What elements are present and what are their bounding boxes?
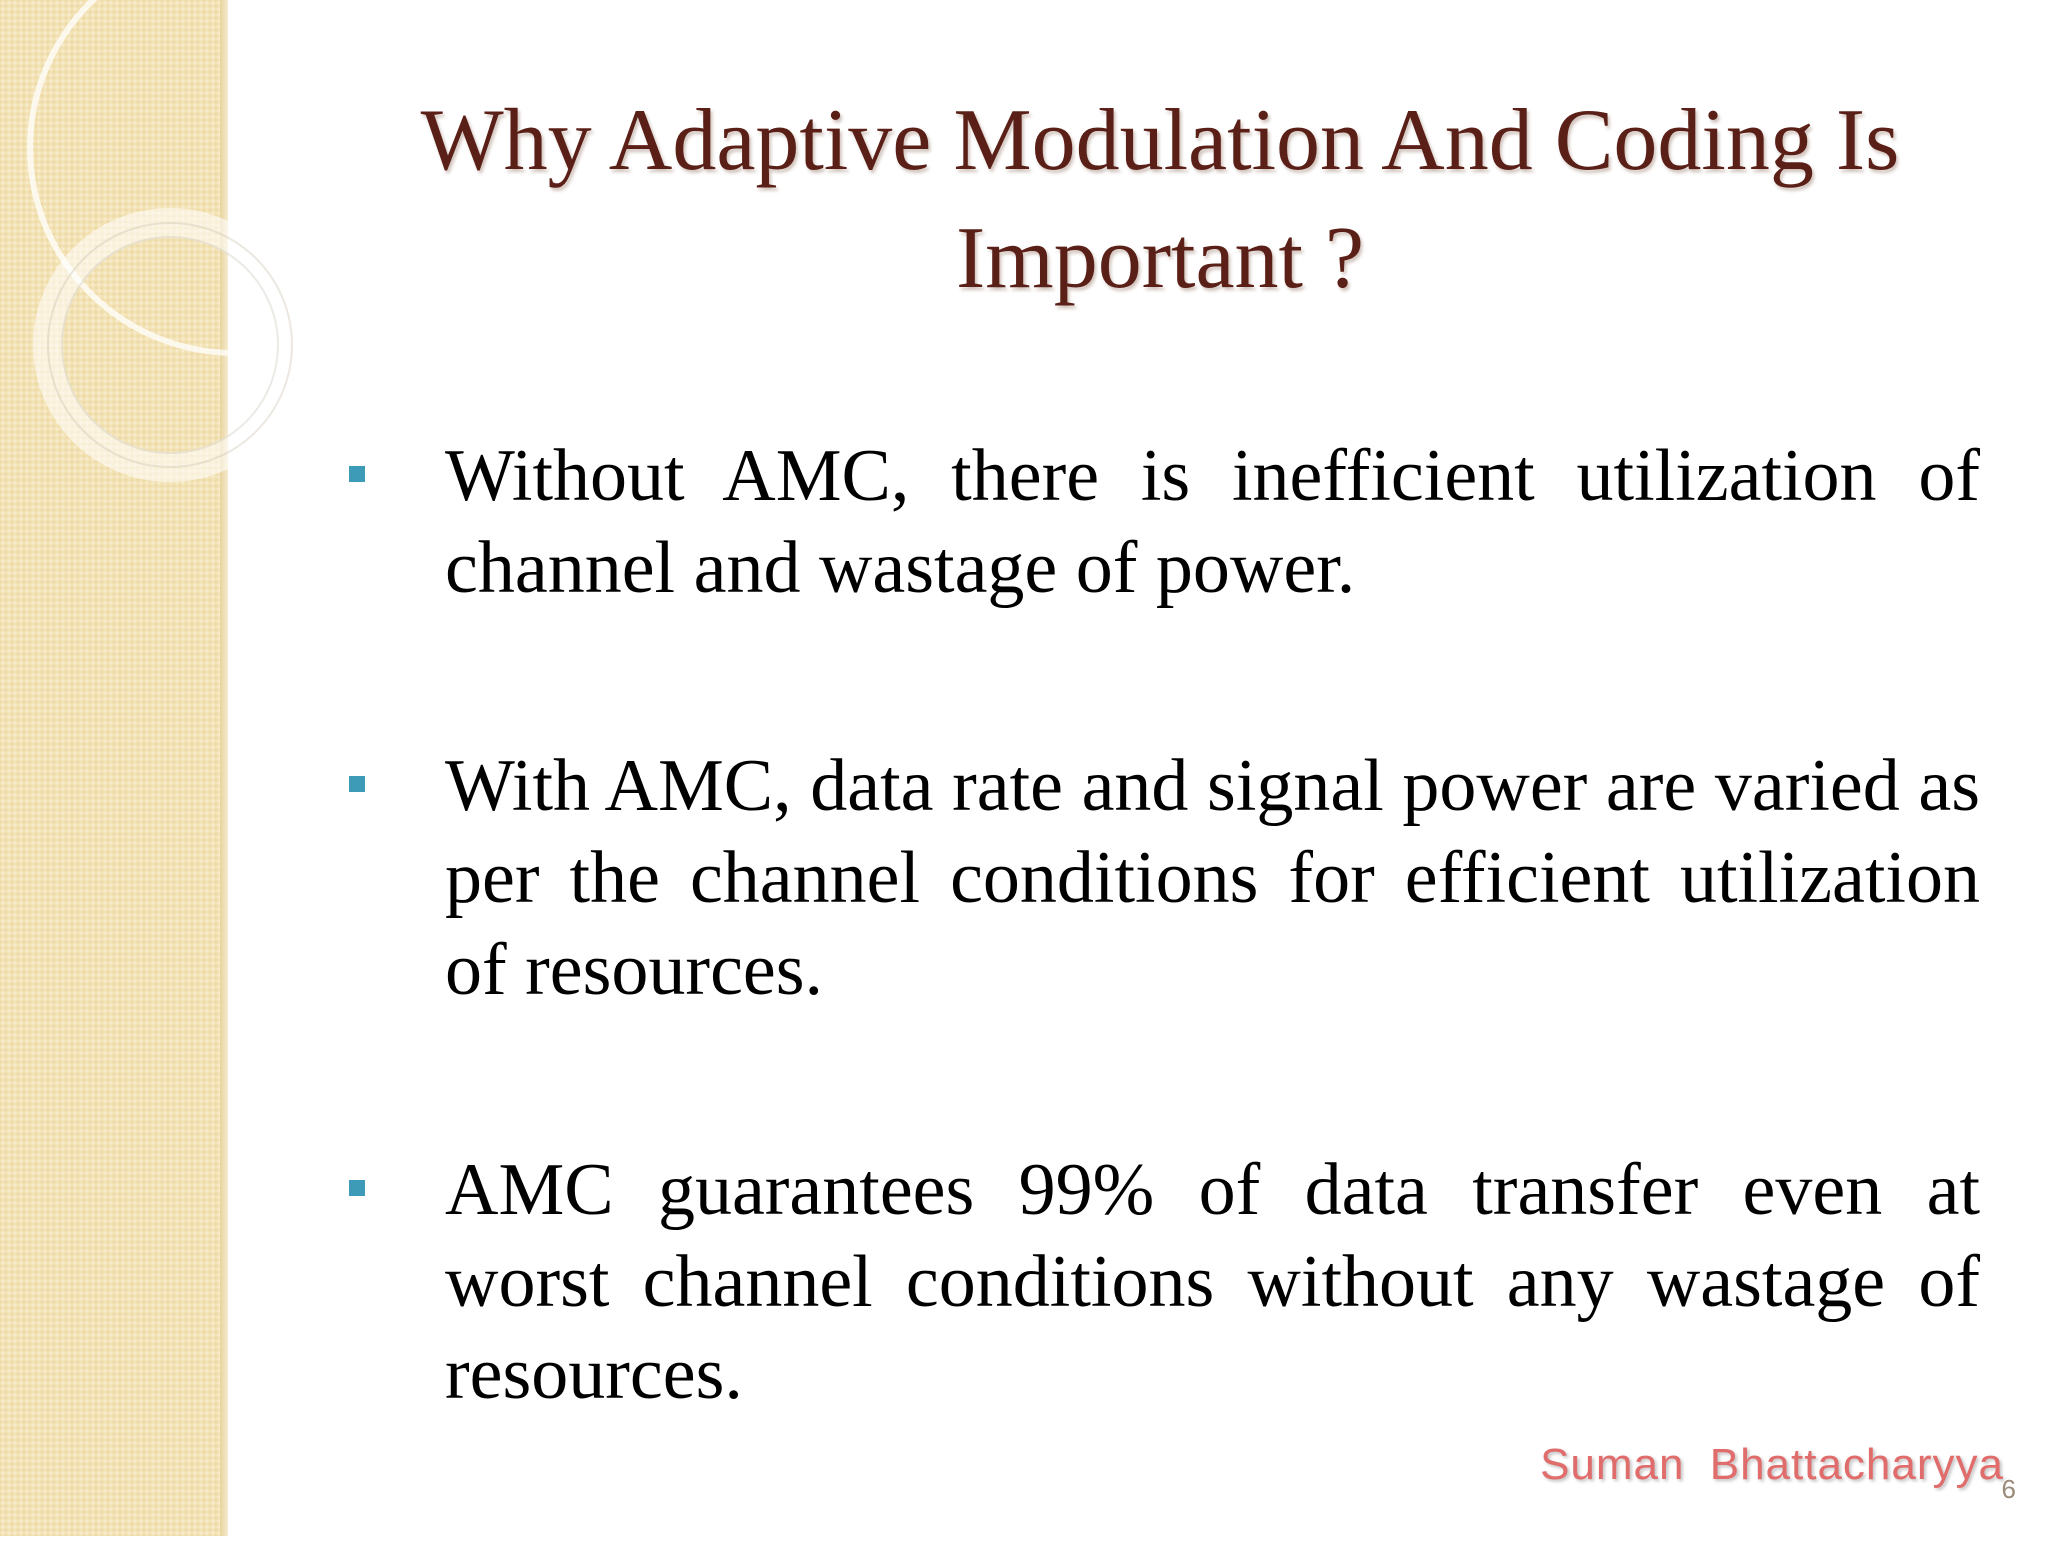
bullet-item <box>340 740 1980 1016</box>
page-number: 6 <box>2001 1474 2016 1504</box>
square-bullet-icon <box>349 776 365 792</box>
author-signature: Suman Bhattacharyya <box>1540 1440 2004 1489</box>
bullet-item <box>340 1144 1980 1420</box>
bullet-item <box>340 430 1980 614</box>
bullet-text: With AMC, data rate and signal power are varied as per the channel conditions for efficient utilization of resources. <box>445 745 1980 1011</box>
bullet-text: AMC guarantees 99% of data transfer even at worst channel conditions without any wastage of resources. <box>445 1149 1980 1415</box>
bullet-text: Without AMC, there is inefficient utilization of channel and wastage of power. <box>445 435 1980 609</box>
square-bullet-icon <box>349 466 365 482</box>
bullet-list <box>340 430 1980 1546</box>
square-bullet-icon <box>349 1180 365 1196</box>
slide-title: Why Adaptive Modulation And Coding Is Important ? <box>420 92 1900 307</box>
